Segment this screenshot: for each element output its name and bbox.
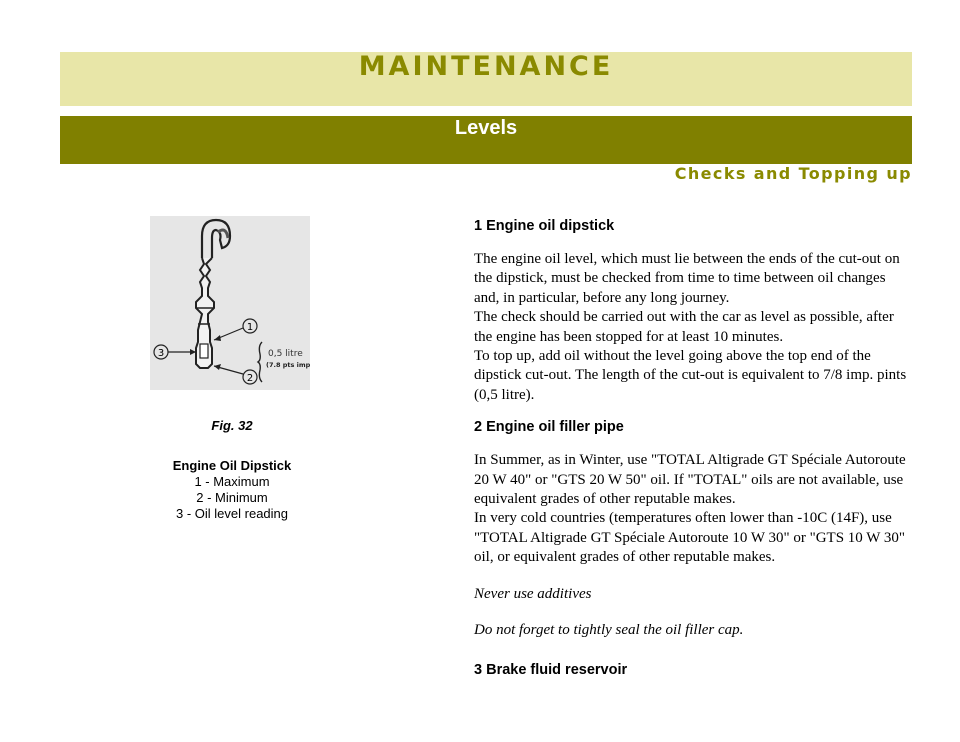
title-banner: [60, 52, 912, 106]
dipstick-figure: [150, 216, 310, 390]
callout-2-label: 2: [246, 373, 254, 384]
caption-item: 3 - Oil level reading: [176, 506, 288, 521]
dipstick-illustration: [150, 216, 310, 390]
note-filler-cap: [474, 621, 914, 640]
callout-1-label: 1: [246, 322, 254, 333]
heading-brake-fluid-reservoir: 3 Brake fluid reservoir: [474, 661, 628, 678]
figure-label: Fig. 32: [211, 418, 253, 433]
volume-bracket: [258, 342, 262, 382]
main-content: [474, 216, 914, 680]
note-filler-cap-text: Do not forget to tightly seal the oil filler cap.: [474, 622, 744, 639]
paragraph: In very cold countries (temperatures often lower than -10C (14F), use "TOTAL Altigrade GT Spéciale Autoroute 10 W 30" or "GTS 10 W 30" oil, or equivalent grades of other reputable makes.: [474, 510, 906, 566]
heading-engine-oil-filler-pipe: 2 Engine oil filler pipe: [474, 419, 624, 436]
heading-engine-oil-dipstick: 1 Engine oil dipstick: [474, 218, 615, 234]
page-title: MAINTENANCE: [358, 51, 614, 82]
volume-imp-label: (7.8 pts imp): [266, 361, 310, 369]
caption-title: Engine Oil Dipstick: [172, 458, 292, 473]
caption-item: 2 - Minimum: [196, 490, 268, 505]
paragraph: The engine oil level, which must lie between the ends of the cut-out on the dipstick, must be checked from time to time between oil changes and, in particular, before any long journey.: [474, 251, 900, 306]
dipstick-handle: [202, 220, 230, 258]
subtitle-banner: [60, 116, 912, 164]
paragraph: The check should be carried out with the car as level as possible, after the engine has been stopped for at least 10 minutes.: [474, 309, 894, 345]
callout-3-label: 3: [157, 348, 165, 359]
section-title: Checks and Topping up: [674, 164, 912, 183]
caption-item: 1 - Maximum: [194, 474, 270, 489]
volume-label: 0,5 litre: [268, 349, 303, 359]
page-subtitle: Levels: [454, 117, 518, 139]
note-additives: [474, 585, 914, 604]
paragraph: In Summer, as in Winter, use "TOTAL Altigrade GT Spéciale Autoroute 20 W 40" or "GTS 20 W 50" oil. If "TOTAL" oils are not available, use equivalent grades of other reputable makes.: [474, 452, 906, 508]
figure-caption: [150, 458, 314, 522]
paragraph: To top up, add oil without the level going above the top end of the dipstick cut-out. The length of the cut-out is equivalent to 7/8 imp. pints (0,5 litre).: [474, 348, 907, 403]
note-additives-text: Never use additives: [474, 585, 592, 602]
